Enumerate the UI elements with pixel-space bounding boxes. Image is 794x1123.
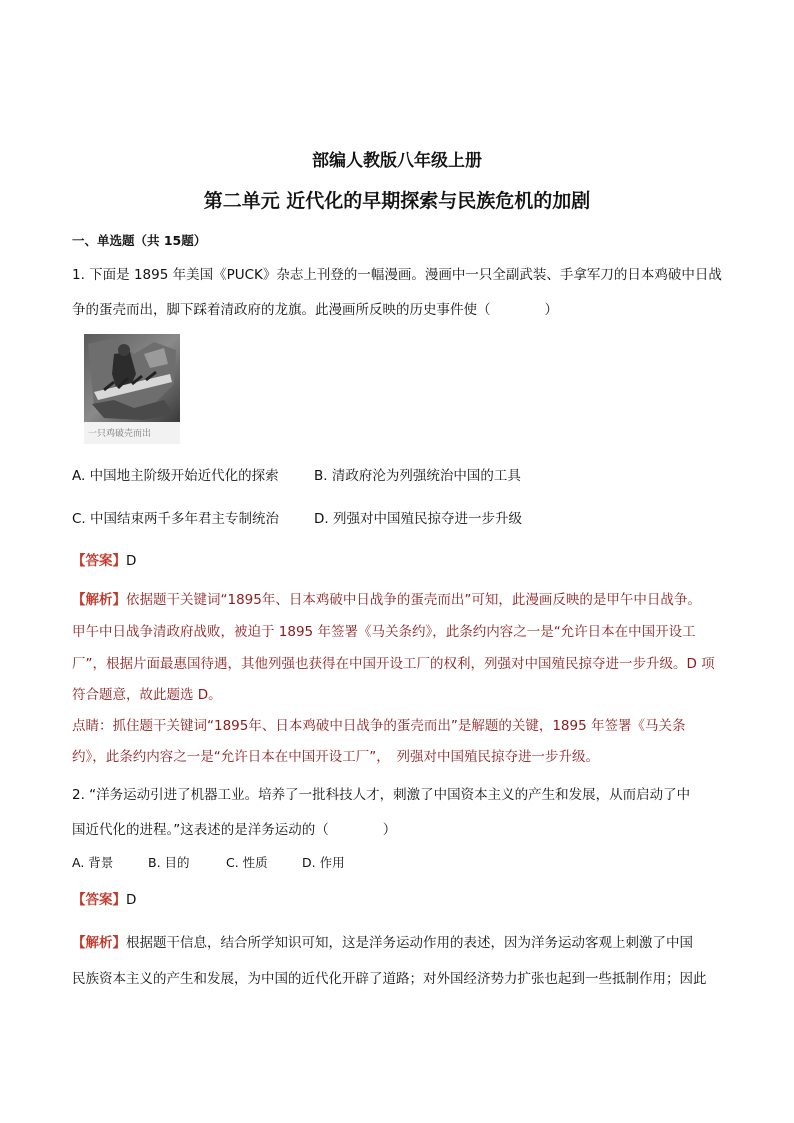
- q2-analysis-line-1: [72, 933, 732, 953]
- q2-stem-line-1: 2. “洋务运动引进了机器工业。培养了一批科技人才，刺激了中国资本主义的产生和发展，从而启动了中: [72, 787, 691, 803]
- q1-cartoon-image: [84, 334, 180, 444]
- q1-analysis-line-3: 厂”，根据片面最惠国待遇，其他列强也获得在中国开设工厂的权利，列强对中国殖民掠夺进一步升级。D 项: [72, 656, 715, 672]
- document-title: 部编人教版八年级上册: [312, 151, 482, 171]
- q1-tip-line-2: 约》，此条约内容之一是“允许日本在中国开设工厂”， 列强对中国殖民掠夺进一步升级。: [72, 749, 599, 765]
- q1-answer-value: D: [126, 553, 137, 569]
- q1-tip-line-1: 点睛：抓住题干关键词“1895年、日本鸡破中日战争的蛋壳而出”是解题的关键，1895 年签署《马关条: [72, 718, 686, 734]
- section-heading: 一、单选题（共 15题）: [72, 233, 207, 248]
- q1-option-b: B. 清政府沦为列强统治中国的工具: [314, 468, 521, 484]
- q1-options-row-2: [72, 509, 732, 529]
- q2-answer-value: D: [126, 892, 137, 908]
- q2-option-b: B. 目的: [148, 855, 190, 870]
- q2-answer-tag: 【答案】: [72, 892, 126, 908]
- q1-answer: [72, 551, 732, 571]
- q2-option-d: D. 作用: [302, 855, 345, 870]
- q1-stem-line-1: 1. 下面是 1895 年美国《PUCK》杂志上刊登的一幅漫画。漫画中一只全副武装、手拿军刀的日本鸡破中日战: [72, 267, 722, 283]
- q2-answer: [72, 890, 732, 910]
- q1-cartoon-caption: 一只鸡破壳而出: [88, 429, 152, 439]
- q2-option-c: C. 性质: [226, 855, 268, 870]
- q1-stem-line-2: 争的蛋壳而出，脚下踩着清政府的龙旗。此漫画所反映的历史事件使（ ）: [72, 302, 558, 318]
- q1-analysis-tag: 【解析】: [72, 592, 126, 608]
- q1-option-d: D. 列强对中国殖民掠夺进一步升级: [314, 511, 522, 527]
- q1-answer-tag: 【答案】: [72, 553, 126, 569]
- q1-analysis-line-4: 符合题意，故此题选 D。: [72, 687, 222, 703]
- unit-title: 第二单元 近代化的早期探索与民族危机的加剧: [203, 190, 591, 212]
- q2-analysis-tag: 【解析】: [72, 935, 126, 951]
- q1-options-row-1: [72, 466, 732, 486]
- q1-analysis-line-2: 甲午中日战争清政府战败，被迫于 1895 年签署《马关条约》，此条约内容之一是“允许日本在中国开设工: [72, 624, 696, 640]
- q1-option-c: C. 中国结束两千多年君主专制统治: [72, 511, 280, 527]
- q2-stem-line-2: 国近代化的进程。”这表述的是洋务运动的（ ）: [72, 822, 397, 838]
- q2-analysis-line-2: 民族资本主义的产生和发展，为中国的近代化开辟了道路；对外国经济势力扩张也起到一些抵制作用；因此: [72, 971, 707, 987]
- q2-options-row: [72, 853, 732, 873]
- q2-option-a: A. 背景: [72, 855, 114, 870]
- q2-analysis-text-1: 根据题干信息，结合所学知识可知，这是洋务运动作用的表述，因为洋务运动客观上刺激了中国: [126, 935, 693, 951]
- q1-analysis-text-1: 依据题干关键词“1895年、日本鸡破中日战争的蛋壳而出”可知，此漫画反映的是甲午中日战争。: [126, 592, 701, 608]
- q1-analysis-line-1: [72, 590, 732, 610]
- q1-option-a: A. 中国地主阶级开始近代化的探索: [72, 468, 279, 484]
